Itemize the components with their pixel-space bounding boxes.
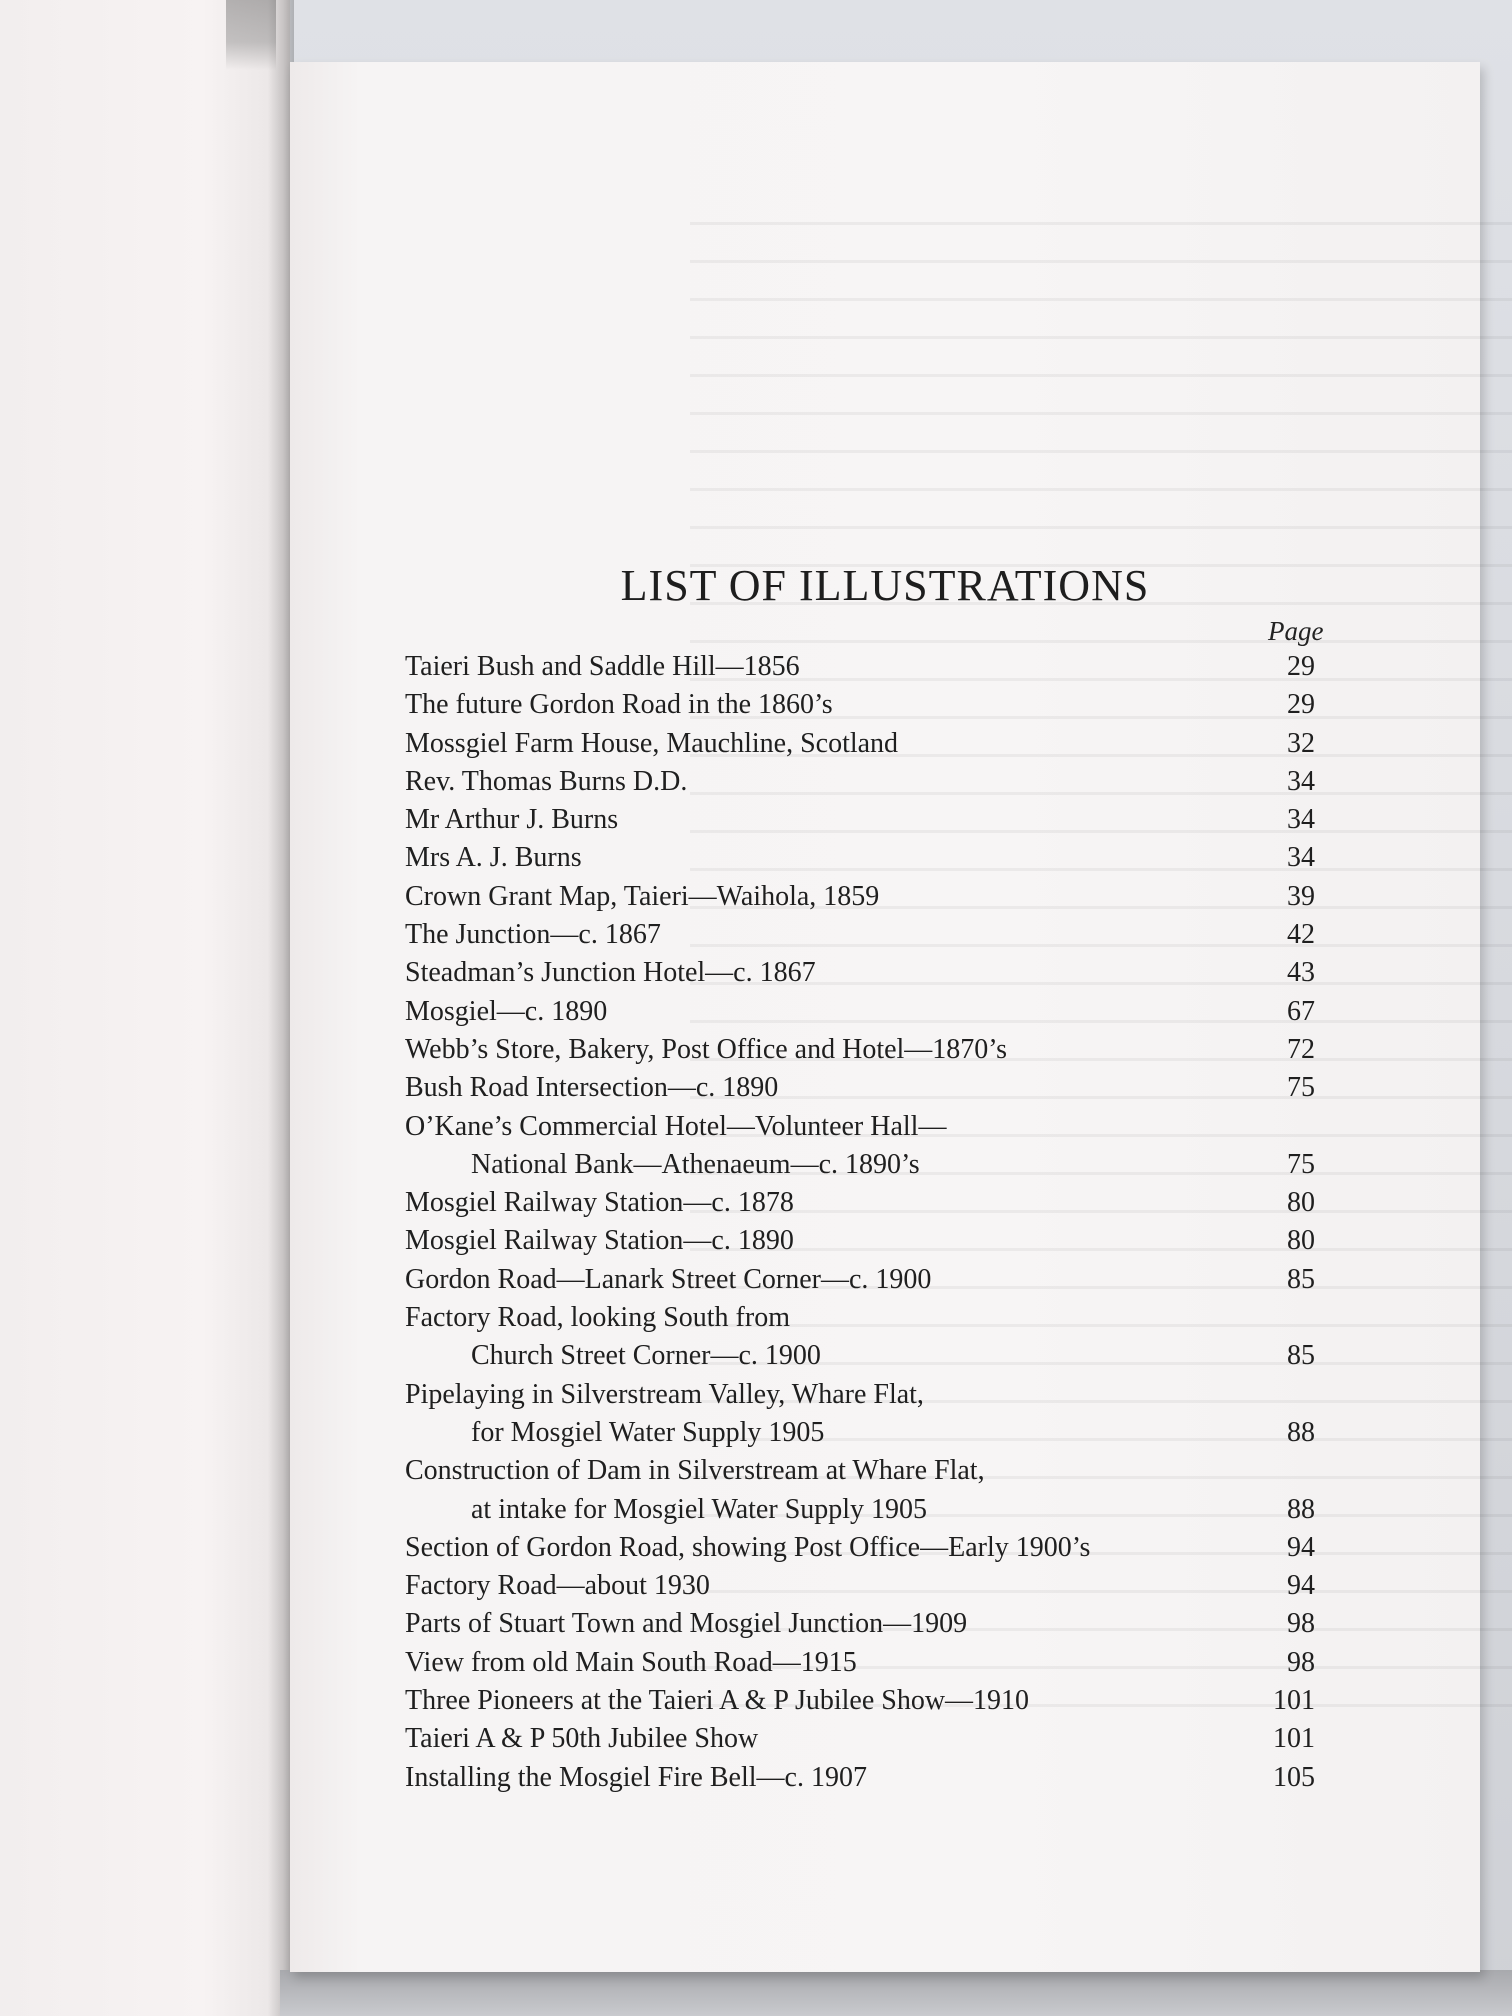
entry-page-number: 39 bbox=[1287, 880, 1315, 912]
entry-line bbox=[405, 1759, 1315, 1797]
entry-page-number: 32 bbox=[1287, 727, 1315, 759]
entry-caption: Webb’s Store, Bakery, Post Office and Hotel—1870’s bbox=[405, 1033, 1007, 1065]
list-item bbox=[405, 686, 1315, 724]
entry-line bbox=[405, 1299, 1315, 1337]
list-item bbox=[405, 916, 1315, 954]
entry-caption: Rev. Thomas Burns D.D. bbox=[405, 765, 688, 797]
entry-line bbox=[405, 1108, 1315, 1146]
entry-page-number: 80 bbox=[1287, 1187, 1315, 1219]
entry-page-number: 34 bbox=[1287, 765, 1315, 797]
entry-caption: Pipelaying in Silverstream Valley, Whare Flat, bbox=[405, 1378, 924, 1410]
entry-page-number: 88 bbox=[1287, 1493, 1315, 1525]
entry-line bbox=[405, 1491, 1315, 1529]
entry-page-number: 42 bbox=[1287, 919, 1315, 951]
entry-page-number: 98 bbox=[1287, 1646, 1315, 1678]
list-item bbox=[405, 763, 1315, 801]
entry-caption: The Junction—c. 1867 bbox=[405, 919, 661, 951]
entry-page-number: 34 bbox=[1287, 842, 1315, 874]
list-item bbox=[405, 1759, 1315, 1797]
entry-caption: Taieri Bush and Saddle Hill—1856 bbox=[405, 651, 800, 682]
entry-page-number: 75 bbox=[1287, 1072, 1315, 1104]
list-item bbox=[405, 1299, 1315, 1376]
entry-page-number: 94 bbox=[1287, 1531, 1315, 1563]
entry-caption: View from old Main South Road—1915 bbox=[405, 1646, 857, 1678]
left-page bbox=[0, 0, 290, 2016]
entry-caption: Mr Arthur J. Burns bbox=[405, 804, 619, 836]
entry-line bbox=[405, 1337, 1315, 1375]
entry-page-number: 67 bbox=[1287, 995, 1315, 1027]
entry-page-number: 101 bbox=[1273, 1723, 1315, 1755]
entry-page-number: 85 bbox=[1287, 1263, 1315, 1295]
entry-line bbox=[405, 1414, 1315, 1452]
entry-line bbox=[405, 1720, 1315, 1758]
list-item bbox=[405, 1605, 1315, 1643]
entry-page-number: 34 bbox=[1287, 804, 1315, 836]
list-item bbox=[405, 1376, 1315, 1453]
entry-line bbox=[405, 1261, 1315, 1299]
entry-line bbox=[405, 1222, 1315, 1260]
entry-page-number: 75 bbox=[1287, 1148, 1315, 1180]
list-item bbox=[405, 648, 1315, 686]
list-item bbox=[405, 1108, 1315, 1185]
entry-caption: Steadman’s Junction Hotel—c. 1867 bbox=[405, 957, 816, 989]
entry-line bbox=[405, 916, 1315, 954]
entry-line bbox=[405, 993, 1315, 1031]
entry-page-number: 80 bbox=[1287, 1225, 1315, 1257]
entry-line bbox=[405, 1069, 1315, 1107]
entry-caption: Bush Road Intersection—c. 1890 bbox=[405, 1072, 779, 1104]
list-item bbox=[405, 878, 1315, 916]
list-item bbox=[405, 839, 1315, 877]
entry-line bbox=[405, 1031, 1315, 1069]
entry-line bbox=[405, 686, 1315, 724]
entry-caption: Mossgiel Farm House, Mauchline, Scotland bbox=[405, 727, 899, 759]
list-item bbox=[405, 1184, 1315, 1222]
entry-line bbox=[405, 763, 1315, 801]
entry-page-number: 85 bbox=[1287, 1340, 1315, 1372]
entry-caption: Mosgiel Railway Station—c. 1890 bbox=[405, 1225, 794, 1257]
list-item bbox=[405, 725, 1315, 763]
entry-line bbox=[405, 648, 1315, 686]
entry-line bbox=[405, 954, 1315, 992]
list-item bbox=[405, 1567, 1315, 1605]
entry-line bbox=[405, 1682, 1315, 1720]
entry-caption: Mosgiel—c. 1890 bbox=[405, 995, 608, 1027]
list-item bbox=[405, 1261, 1315, 1299]
list-item bbox=[405, 954, 1315, 992]
list-item bbox=[405, 1529, 1315, 1567]
entry-page-number: 29 bbox=[1287, 651, 1315, 682]
entry-line bbox=[405, 1184, 1315, 1222]
entry-caption: at intake for Mosgiel Water Supply 1905 bbox=[471, 1493, 928, 1525]
entry-page-number: 98 bbox=[1287, 1608, 1315, 1640]
list-item bbox=[405, 1644, 1315, 1682]
entry-line bbox=[405, 801, 1315, 839]
page-title: LIST OF ILLUSTRATIONS bbox=[620, 561, 1150, 610]
list-item bbox=[405, 1452, 1315, 1529]
entry-caption: Installing the Mosgiel Fire Bell—c. 1907 bbox=[405, 1761, 867, 1793]
entry-caption: Taieri A & P 50th Jubilee Show bbox=[405, 1723, 759, 1755]
entry-caption: O’Kane’s Commercial Hotel—Volunteer Hall— bbox=[405, 1110, 947, 1142]
entry-line bbox=[405, 1567, 1315, 1605]
entry-line bbox=[405, 1605, 1315, 1643]
entry-caption: Parts of Stuart Town and Mosgiel Junction—1909 bbox=[405, 1608, 968, 1640]
entry-caption: Gordon Road—Lanark Street Corner—c. 1900 bbox=[405, 1263, 932, 1295]
illustrations-list bbox=[405, 648, 1315, 1797]
entry-line bbox=[405, 1452, 1315, 1490]
entry-caption: for Mosgiel Water Supply 1905 bbox=[471, 1416, 825, 1448]
entry-caption: Mosgiel Railway Station—c. 1878 bbox=[405, 1187, 794, 1219]
entry-page-number: 105 bbox=[1273, 1761, 1315, 1793]
list-item bbox=[405, 1682, 1315, 1720]
page-column-label: Page bbox=[1268, 616, 1324, 646]
entry-page-number: 94 bbox=[1287, 1570, 1315, 1602]
entry-caption: National Bank—Athenaeum—c. 1890’s bbox=[471, 1148, 920, 1180]
list-item bbox=[405, 1031, 1315, 1069]
entry-page-number: 29 bbox=[1287, 689, 1315, 721]
page-bottom-edge bbox=[280, 1970, 1512, 2016]
entry-line bbox=[405, 725, 1315, 763]
entry-line bbox=[405, 1644, 1315, 1682]
entry-line bbox=[405, 1146, 1315, 1184]
list-item bbox=[405, 801, 1315, 839]
entry-page-number: 72 bbox=[1287, 1033, 1315, 1065]
entry-caption: Factory Road, looking South from bbox=[405, 1302, 790, 1334]
entry-line bbox=[405, 839, 1315, 877]
entry-line bbox=[405, 878, 1315, 916]
list-item bbox=[405, 993, 1315, 1031]
entry-caption: Factory Road—about 1930 bbox=[405, 1570, 710, 1602]
entry-page-number: 101 bbox=[1273, 1685, 1315, 1717]
entry-caption: Construction of Dam in Silverstream at Whare Flat, bbox=[405, 1455, 985, 1487]
entry-caption: Crown Grant Map, Taieri—Waihola, 1859 bbox=[405, 880, 880, 912]
entry-line bbox=[405, 1529, 1315, 1567]
entry-caption: Section of Gordon Road, showing Post Office—Early 1900’s bbox=[405, 1531, 1091, 1563]
entry-caption: Three Pioneers at the Taieri A & P Jubilee Show—1910 bbox=[405, 1685, 1030, 1717]
entry-caption: Mrs A. J. Burns bbox=[405, 842, 582, 874]
list-item bbox=[405, 1069, 1315, 1107]
entry-caption: The future Gordon Road in the 1860’s bbox=[405, 689, 833, 721]
list-item bbox=[405, 1720, 1315, 1758]
list-item bbox=[405, 1222, 1315, 1260]
entry-page-number: 43 bbox=[1287, 957, 1315, 989]
entry-line bbox=[405, 1376, 1315, 1414]
entry-page-number: 88 bbox=[1287, 1416, 1315, 1448]
entry-caption: Church Street Corner—c. 1900 bbox=[471, 1340, 821, 1372]
